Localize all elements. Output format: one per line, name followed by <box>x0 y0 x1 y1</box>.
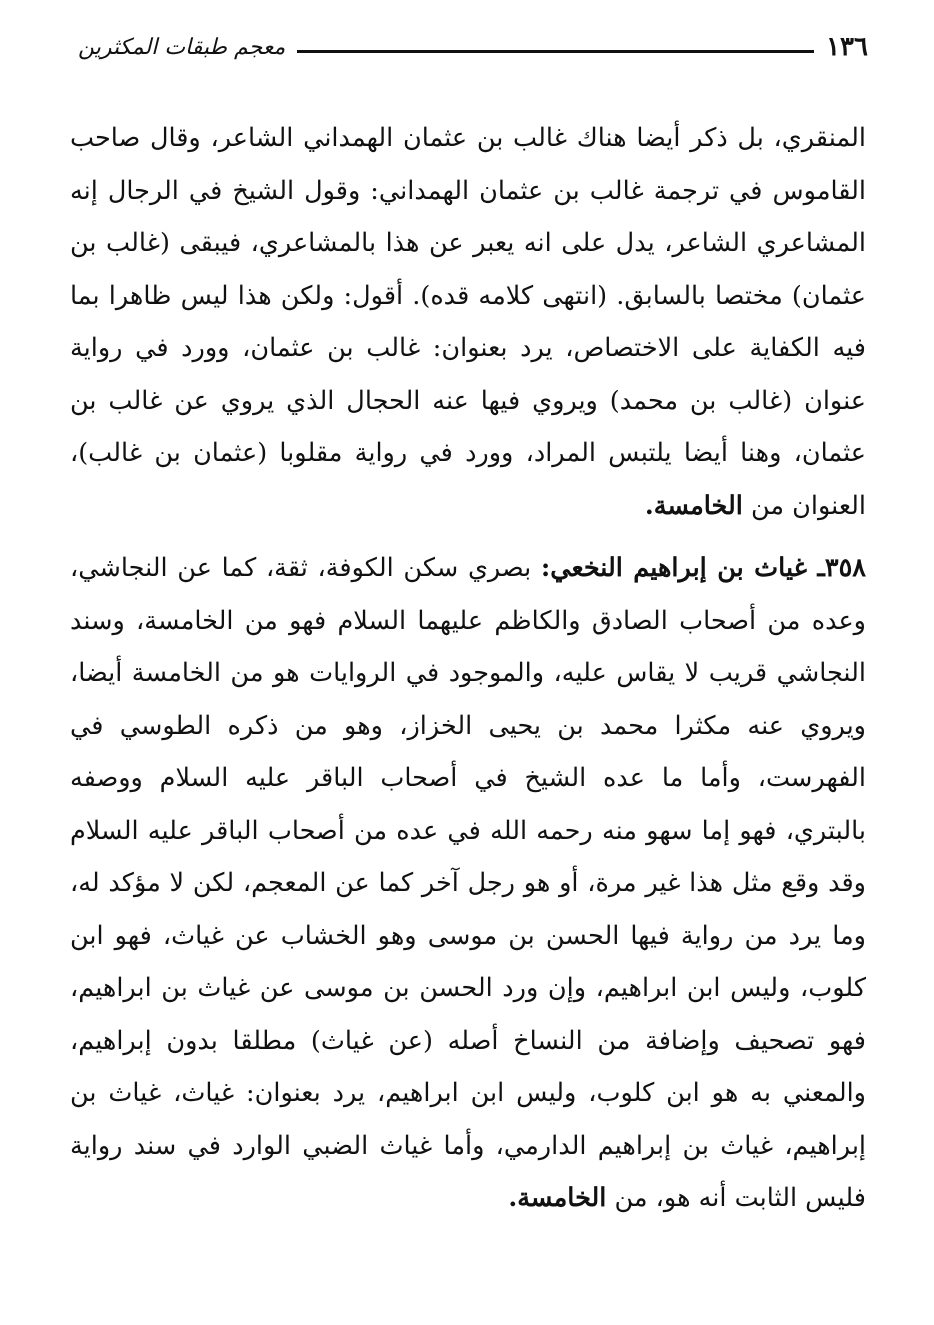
running-title: معجم طبقات المكثرين <box>78 34 286 60</box>
paragraph-continuation <box>70 112 866 532</box>
paragraph-bold-end: الخامسة. <box>644 490 743 521</box>
page-header <box>78 22 868 72</box>
page-number: ١٣٦ <box>826 32 868 62</box>
paragraph-bold-end: الخامسة. <box>508 1183 607 1213</box>
entry-heading: ٣٥٨ـ غياث بن إبراهيم النخعي: <box>540 553 866 583</box>
paragraph-text: المنقري، بل ذكر أيضا هناك غالب بن عثمان الهمداني الشاعر، وقال صاحب القاموس في ترجمة غالب بن عثمان الهمداني: وقول الشيخ في الرجال إنه المشاعري الشاعر، يدل على انه يعبر عن هذا بالمشاعري، فيبقى (غالب بن عثمان) مختصا بالسابق. (انتهى كلامه قده). أقول: ولكن هذا ليس ظاهرا بما فيه الكفاية على الاختصاص، يرد بعنوان: غالب بن عثمان، وورد في رواية عنوان (غالب بن محمد) ويروي فيها عنه الحجال الذي يروي عن غالب بن عثمان، وهنا أيضا يلتبس المراد، وورد في رواية مقلوبا (عثمان بن غالب)، العنوان من <box>70 123 866 521</box>
paragraph-text: بصري سكن الكوفة، ثقة، كما عن النجاشي، وعده من أصحاب الصادق والكاظم عليهما السلام فهو من الخامسة، وسند النجاشي قريب لا يقاس عليه، والموجود في الروايات هو من الخامسة أيضا، ويروي عنه مكثرا محمد بن يحيى الخزاز، وهو من ذكره الطوسي في الفهرست، وأما ما عده الشيخ في أصحاب الباقر عليه السلام ووصفه بالبتري، فهو إما سهو منه رحمه الله في عده من أصحاب الباقر عليه السلام وقد وقع مثل هذا غير مرة، أو هو رجل آخر كما عن المعجم، لكن لا مؤكد له، وما يرد من رواية فيها الحسن بن موسى وهو الخشاب عن غياث، فهو ابن كلوب، وليس ابن ابراهيم، وإن ورد الحسن بن موسى عن غياث بن ابراهيم، فهو تصحيف وإضافة من النساخ أصله (عن غياث) مطلقا بدون إبراهيم، والمعني به هو ابن كلوب، وليس ابن ابراهيم، يرد بعنوان: غياث، غياث بن إبراهيم، غياث بن إبراهيم الدارمي، وأما غياث الضبي الوارد في سند رواية فليس الثابت أنه هو، من <box>70 553 866 1213</box>
header-rule <box>297 50 814 53</box>
entry-358 <box>70 542 866 1225</box>
body-text <box>70 112 866 1225</box>
